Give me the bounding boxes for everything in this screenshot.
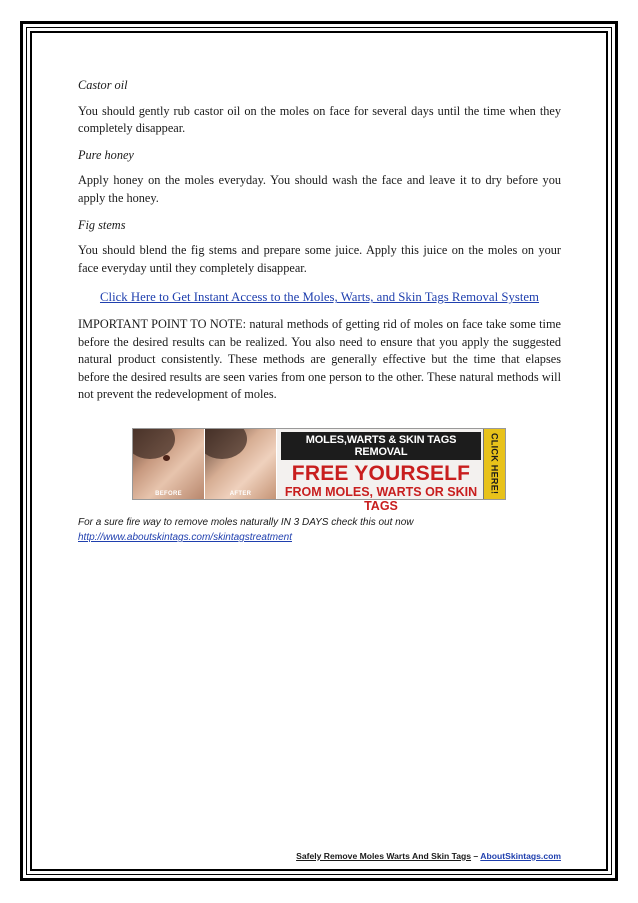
- sure-fire-text: For a sure fire way to remove moles naturally IN 3 DAYS check this out now: [78, 517, 414, 528]
- before-photo: [133, 429, 205, 499]
- click-here-label: CLICK HERE!: [489, 433, 500, 495]
- instant-access-link[interactable]: Click Here to Get Instant Access to the Moles, Warts, and Skin Tags Removal System: [99, 290, 540, 305]
- page-footer: [296, 851, 561, 861]
- mole-mark: [163, 455, 170, 461]
- section-body-fig-stems: You should blend the fig stems and prepare some juice. Apply this juice on the moles on your face everyday until they completely disappear.: [78, 243, 561, 275]
- ad-headline: MOLES,WARTS & SKIN TAGS REMOVAL: [281, 432, 481, 460]
- hair-shape: [133, 429, 175, 459]
- ad-text-block: [277, 429, 483, 513]
- section-body-pure-honey: Apply honey on the moles everyday. You should wash the face and leave it to dry before you apply the honey.: [78, 173, 561, 205]
- sure-fire-note: [78, 515, 578, 545]
- after-photo: [205, 429, 277, 499]
- cta-paragraph: [78, 289, 561, 307]
- skintags-treatment-link[interactable]: http://www.aboutskintags.com/skintagstreatment: [78, 532, 292, 543]
- click-here-button[interactable]: [483, 429, 505, 499]
- after-label: AFTER: [229, 491, 252, 497]
- section-heading-pure-honey: Pure honey: [78, 147, 134, 162]
- before-label: BEFORE: [155, 491, 182, 497]
- footer-site-link[interactable]: AboutSkintags.com: [480, 851, 561, 861]
- hair-shape: [205, 429, 247, 459]
- section-body-castor-oil: You should gently rub castor oil on the moles on face for several days until the time when they completely disappear.: [78, 103, 561, 136]
- article-body: [78, 77, 561, 404]
- ad-subline: FROM MOLES, WARTS OR SKIN TAGS: [284, 485, 478, 513]
- ad-main-slogan: FREE YOURSELF: [291, 462, 471, 485]
- footer-separator: –: [471, 851, 481, 861]
- section-heading-fig-stems: Fig stems: [78, 217, 126, 232]
- footer-title: Safely Remove Moles Warts And Skin Tags: [296, 851, 472, 861]
- ad-banner[interactable]: [132, 428, 506, 513]
- important-note: IMPORTANT POINT TO NOTE: natural methods of getting rid of moles on face take some time before the desired results can be realized. You also need to ensure that you apply the suggested natural product consistently. These methods are generally effective but the time that elapses before the desired results are seen varies from one person to the other. These natural methods will not prevent the redevelopment of moles.: [78, 316, 561, 402]
- section-heading-castor-oil: Castor oil: [78, 78, 128, 92]
